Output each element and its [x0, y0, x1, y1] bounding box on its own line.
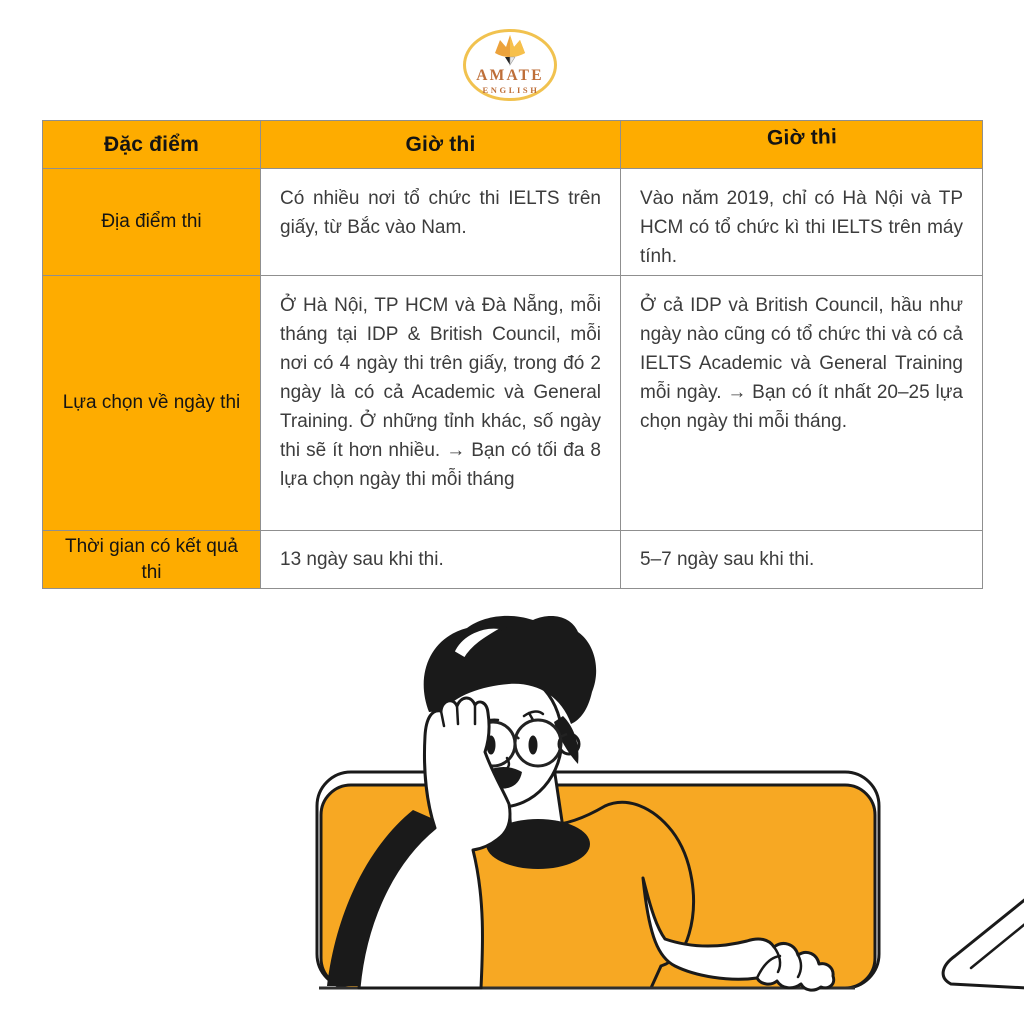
header-gio-thi-paper: Giờ thi: [261, 121, 621, 169]
student-illustration-graphic: [295, 612, 1024, 1022]
logo-brand-text: AMATE: [476, 67, 544, 84]
header-dac-diem: Đặc điểm: [43, 121, 261, 169]
table-row: [43, 169, 983, 276]
cell-paper-results: 13 ngày sau khi thi.: [261, 531, 621, 589]
brand-logo-graphic: [462, 28, 558, 102]
cell-computer-dates: Ở cả IDP và British Council, hầu như ngày nào cũng có tổ chức thi và có cả IELTS Academic và General Training mỗi ngày. → Bạn có ít nhất 20–25 lựa chọn ngày thi mỗi tháng.: [621, 276, 983, 531]
right-edge-arm: [943, 898, 1024, 988]
cell-paper-dates: Ở Hà Nội, TP HCM và Đà Nẵng, mỗi tháng tại IDP & British Council, mỗi nơi có 4 ngày thi trên giấy, trong đó 2 ngày là có cả Academic và General Training. Ở những tỉnh khác, số ngày thi sẽ ít hơn nhiều. → Bạn có tối đa 8 lựa chọn ngày thi mỗi tháng: [261, 276, 621, 531]
cell-paper-location: Có nhiều nơi tổ chức thi IELTS trên giấy, từ Bắc vào Nam.: [261, 169, 621, 276]
student-illustration: [295, 612, 1024, 1022]
cell-computer-location: Vào năm 2019, chỉ có Hà Nội và TP HCM có tổ chức kì thi IELTS trên máy tính.: [621, 169, 983, 276]
row-label-dia-diem-thi: Địa điểm thi: [43, 169, 261, 276]
logo-sub-text: ENGLISH: [482, 85, 540, 95]
table-header-row: [43, 121, 983, 169]
row-label-lua-chon-ngay-thi: Lựa chọn về ngày thi: [43, 276, 261, 531]
header-gio-thi-computer: Giờ thi: [621, 121, 983, 169]
table-row: [43, 531, 983, 589]
ielts-comparison-table: [42, 120, 983, 589]
right-pupil: [529, 736, 538, 755]
brand-logo: [462, 28, 558, 102]
row-label-thoi-gian-ket-qua: Thời gian có kết quả thi: [43, 531, 261, 589]
cell-computer-results: 5–7 ngày sau khi thi.: [621, 531, 983, 589]
table-row: [43, 276, 983, 531]
